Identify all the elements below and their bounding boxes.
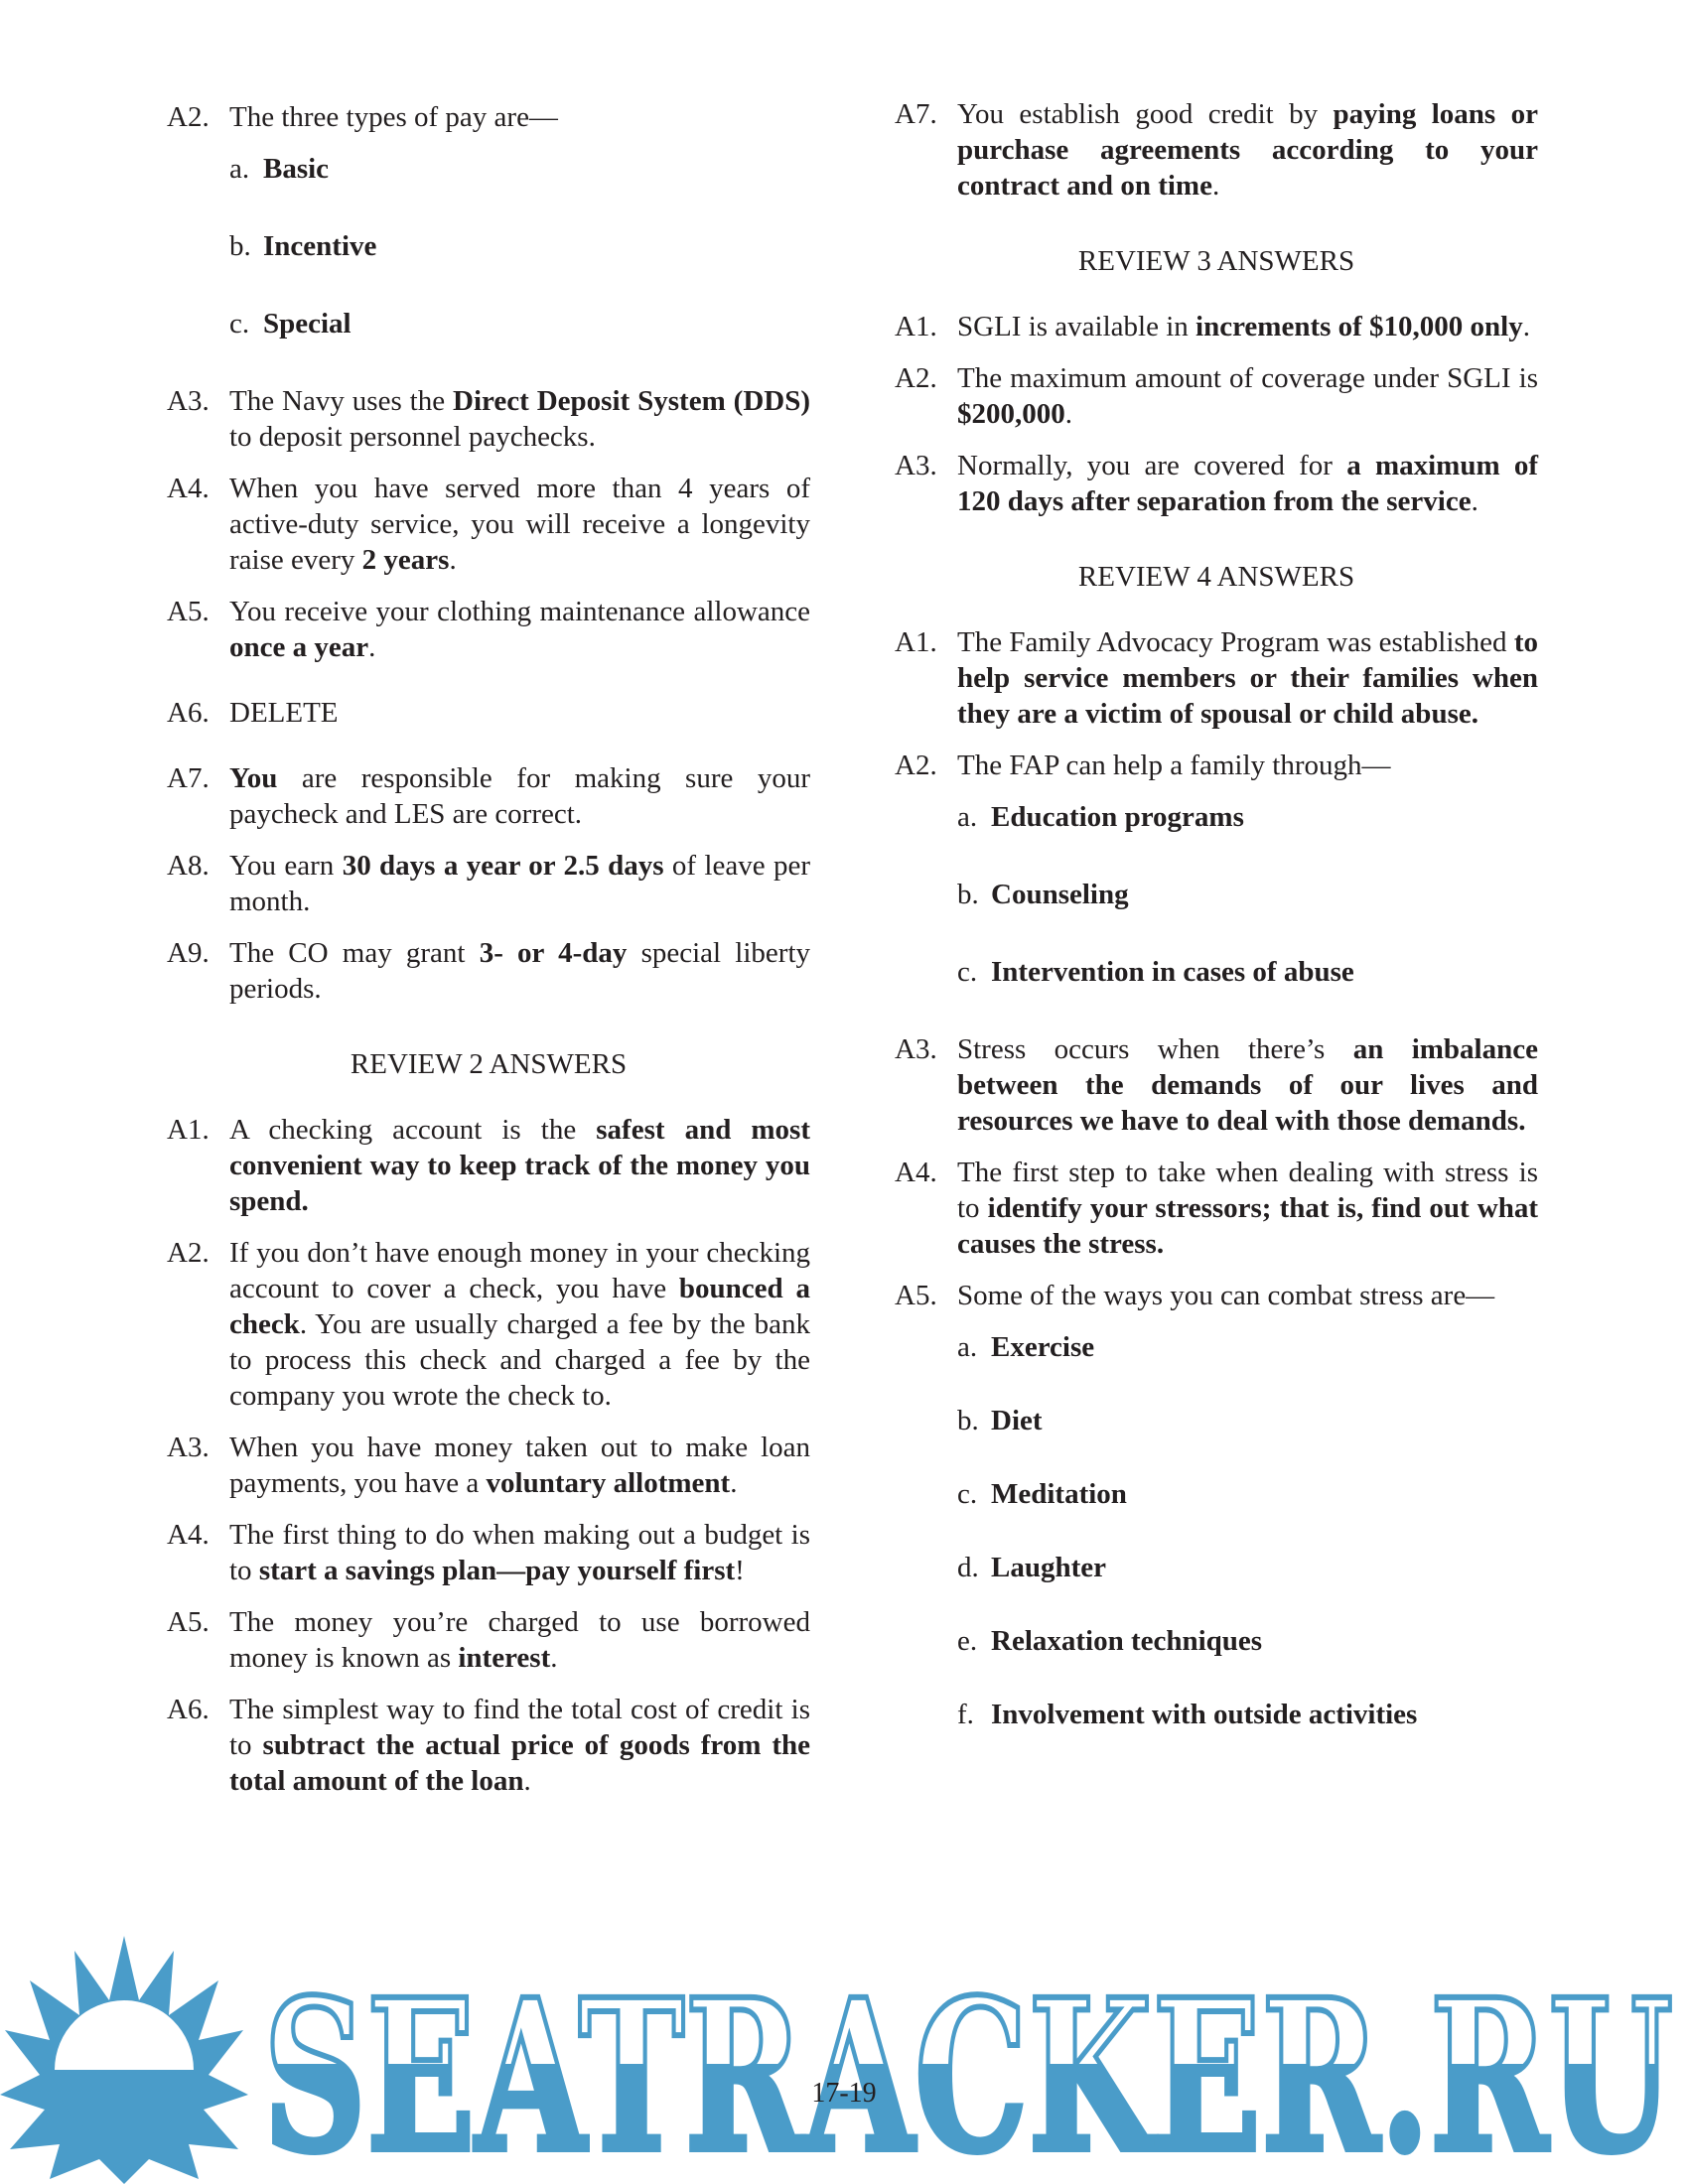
answer-a5: A5. You receive your clothing maintenance allowance once a year. [167,596,810,663]
review2-answer-a5: A5. The money you’re charged to use borrowed money is known as interest. [167,1606,810,1674]
sub-item: d. Laughter [957,1552,1106,1583]
review2-answer-a1: A1. A checking account is the safest and most convenient way to keep track of the money you spend. [167,1114,810,1217]
watermark-text: SEATRACKER.RU [263,1954,1673,2184]
answer-a8: A8. You earn 30 days a year or 2.5 days of leave per month. [167,850,811,917]
review4-answer-a5: A5. Some of the ways you can combat stress are— [895,1280,1495,1311]
review-4-heading: REVIEW 4 ANSWERS [1077,561,1355,593]
answer-a2: A2. The three types of pay are— [167,101,558,133]
sub-item: a. Education programs [957,801,1244,833]
review4-answer-a3: A3. Stress occurs when there’s an imbalance between the demands of our lives and resources we have to deal with those demands. [895,1033,1538,1137]
answer-a3: A3. The Navy uses the Direct Deposit System (DDS) to deposit personnel paychecks. [167,385,810,453]
review4-answer-a2: A2. The FAP can help a family through— [895,750,1391,781]
page-number: 17-19 [811,2078,877,2109]
review2-answer-a4: A4. The first thing to do when making out a budget is to start a savings plan—pay yourself first! [167,1519,810,1586]
sub-item: c. Special [229,308,352,340]
right-column [895,96,1538,1770]
sun-icon [0,1936,248,2184]
sub-item: f. Involvement with outside activities [957,1699,1418,1730]
watermark-logo [0,1936,1688,2184]
left-column [167,99,810,1815]
sub-item: e. Relaxation techniques [957,1625,1263,1657]
sub-item: a. Basic [229,153,330,185]
review2-answer-a2: A2. If you don’t have enough money in your checking account to cover a check, you have bounced a check. You are usually charged a fee by the bank to process this check and charged a fee by the company you wrote the check to. [167,1237,810,1412]
review2-answer-a3: A3. When you have money taken out to make loan payments, you have a voluntary allotment. [167,1432,810,1499]
answer-a9: A9. The CO may grant 3- or 4-day special liberty periods. [167,937,811,1005]
sub-item: b. Diet [957,1405,1043,1436]
sub-item: c. Meditation [957,1478,1127,1510]
sub-item: a. Exercise [957,1331,1095,1363]
review4-answer-a4: A4. The first step to take when dealing with stress is to identify your stressors; that is, find out what causes the stress. [895,1157,1538,1260]
review2-answer-a6: A6. The simplest way to find the total cost of credit is to subtract the actual price of goods from the total amount of the loan. [167,1694,810,1797]
review3-answer-a1: A1. SGLI is available in increments of $10,000 only. [895,311,1530,342]
answer-a4: A4. When you have served more than 4 years of active-duty service, you will receive a longevity raise every 2 years. [167,473,810,576]
review3-answer-a2: A2. The maximum amount of coverage under SGLI is $200,000. [895,362,1538,430]
sub-item: c. Intervention in cases of abuse [957,956,1354,988]
review-3-heading: REVIEW 3 ANSWERS [1077,245,1355,277]
answer-a7: A7. You establish good credit by paying loans or purchase agreements according to your contract and on time. [895,98,1538,202]
sub-item: b. Incentive [229,230,377,262]
answer-a6: A6. DELETE [167,697,339,729]
review-2-heading: REVIEW 2 ANSWERS [350,1048,628,1080]
review3-answer-a3: A3. Normally, you are covered for a maximum of 120 days after separation from the service. [895,450,1538,517]
answer-a7: A7. You are responsible for making sure your paycheck and LES are correct. [167,762,810,830]
sub-item: b. Counseling [957,879,1129,910]
review4-answer-a1: A1. The Family Advocacy Program was established to help service members or their families when they are a victim of spousal or child abuse. [895,626,1538,730]
